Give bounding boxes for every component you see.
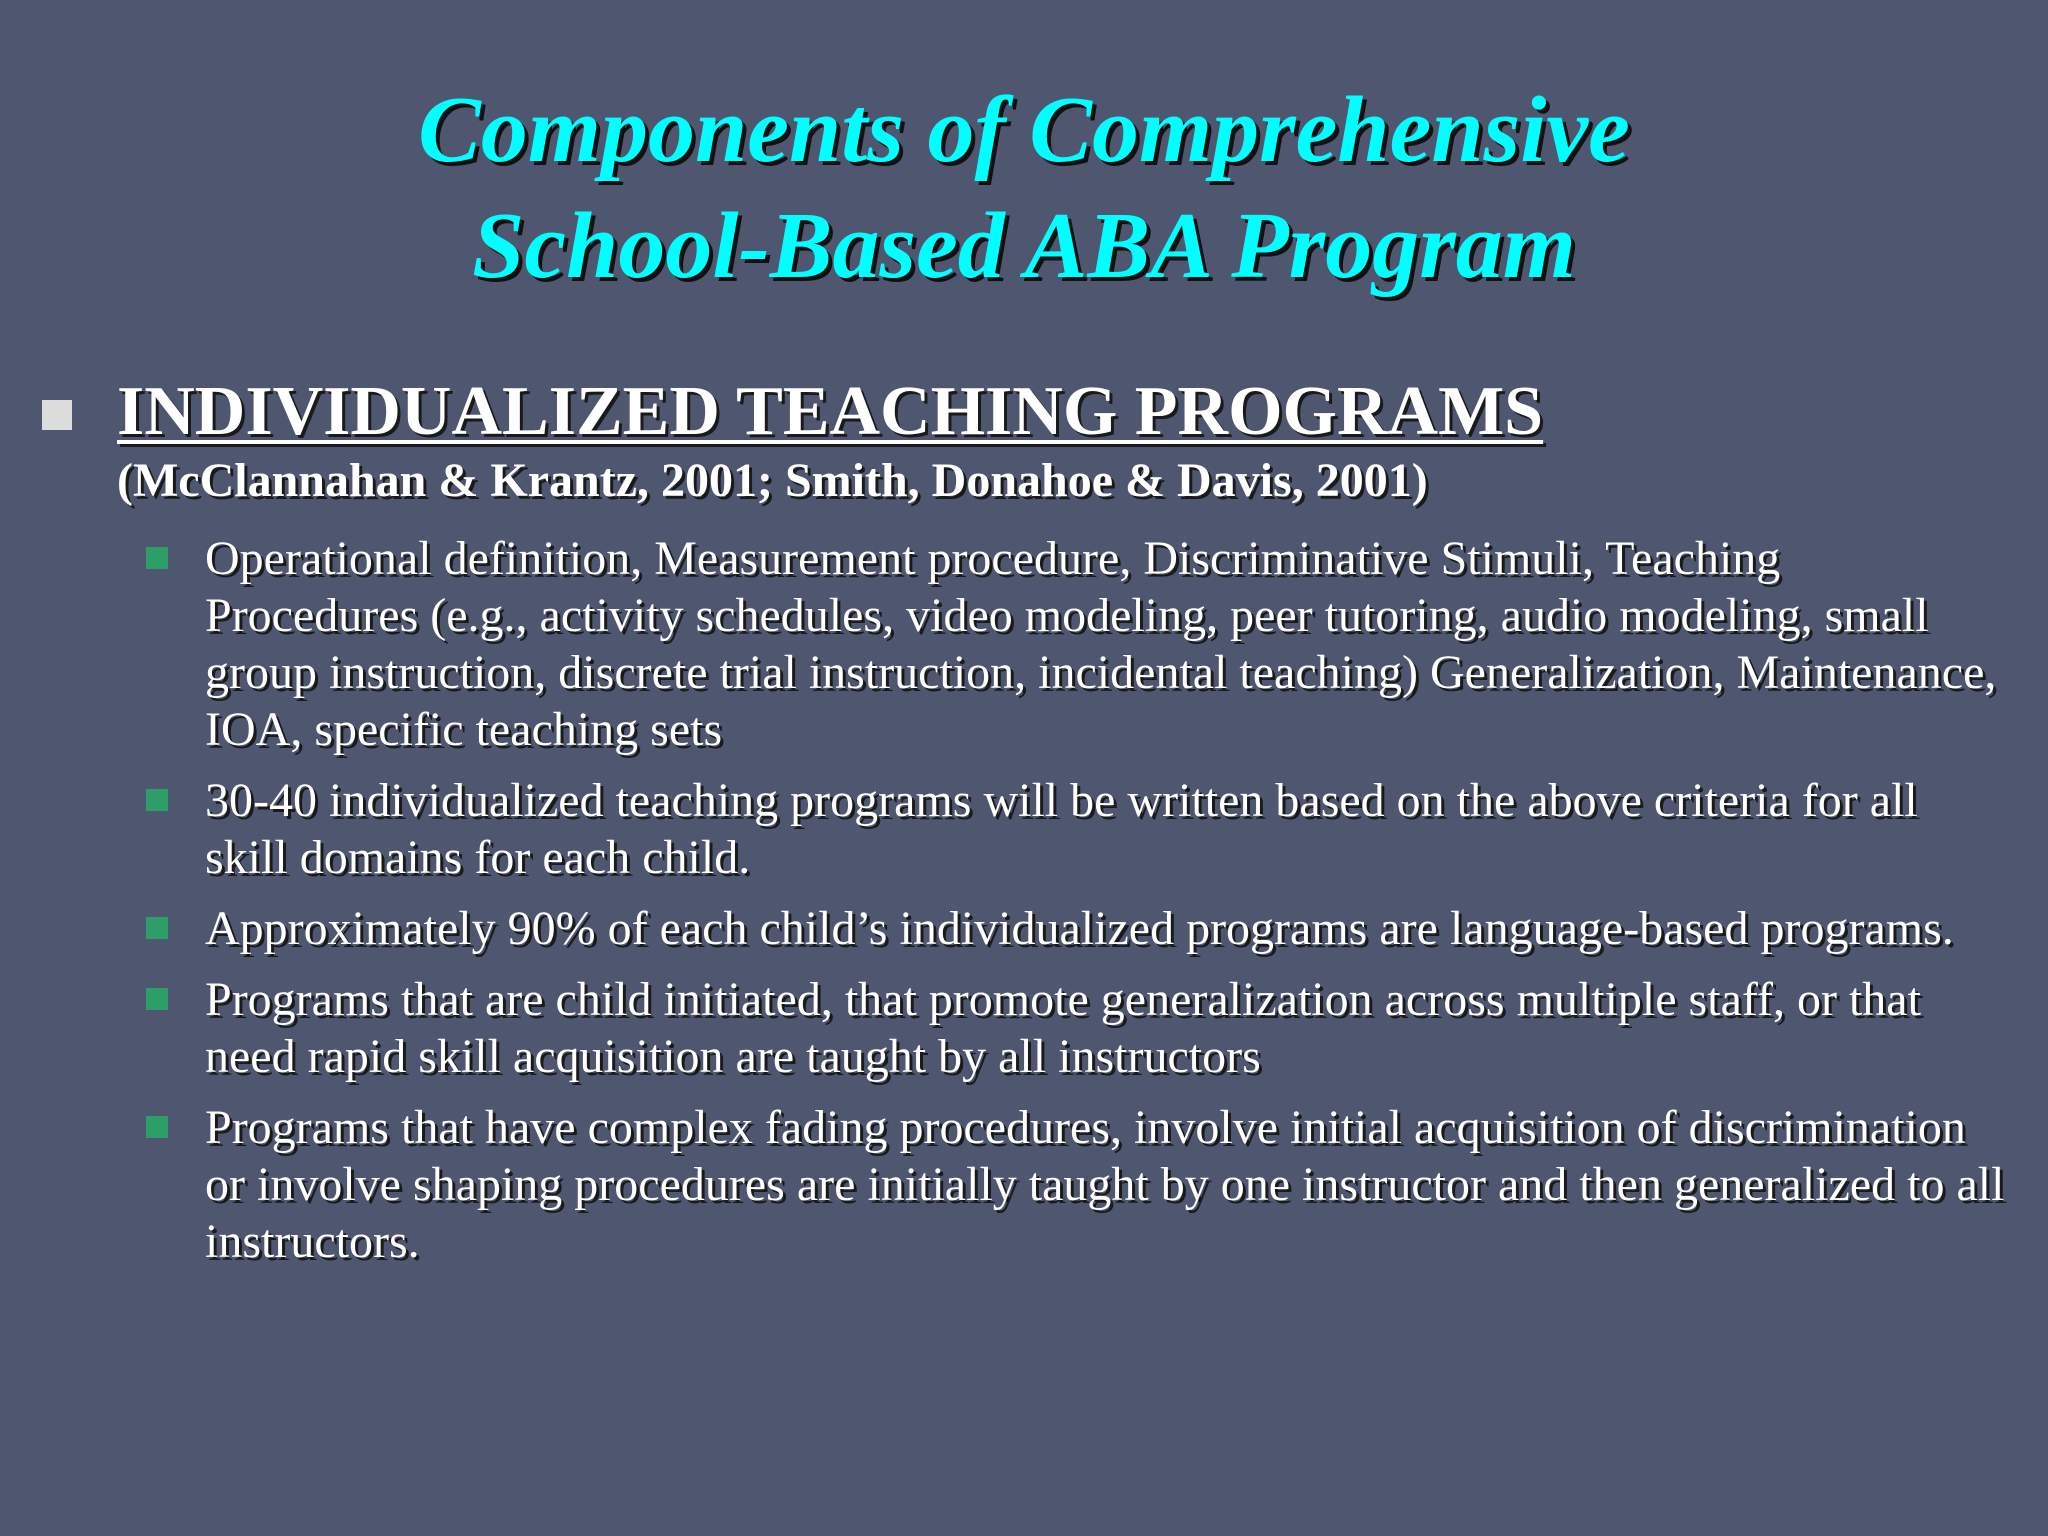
sub-bullet-text: Programs that have complex fading procedures, involve initial acquisition of discrimination or involve shaping procedures are initially taught by one instructor and then generalized to all instructors. (205, 1101, 2005, 1268)
sub-bullet-text: 30-40 individualized teaching programs will be written based on the above criteria for all skill domains for each child. (205, 774, 1918, 884)
sub-bullet-item (205, 1099, 2005, 1270)
sub-bullet-item (205, 772, 2005, 886)
square-bullet-icon (146, 988, 168, 1010)
square-bullet-icon (146, 789, 168, 811)
square-bullet-icon (146, 917, 168, 939)
title-line-2: School-Based ABA Program (472, 194, 1576, 298)
citation: (McClannahan & Krantz, 2001; Smith, Donahoe & Davis, 2001) (117, 454, 1428, 507)
sub-bullet-item (205, 900, 2005, 957)
main-bullet-item (40, 370, 2000, 510)
sub-bullet-item (205, 530, 2005, 758)
square-bullet-icon (146, 547, 168, 569)
slide-title (0, 72, 2048, 304)
main-heading: INDIVIDUALIZED TEACHING PROGRAMS (117, 373, 1544, 450)
sub-bullet-text: Operational definition, Measurement procedure, Discriminative Stimuli, Teaching Procedures (e.g., activity schedules, video modeling, peer tutoring, audio modeling, small group instruction, discrete trial instruction, incidental teaching) Generalization, Maintenance, IOA, specific teaching sets (205, 532, 1997, 756)
sub-bullet-text: Approximately 90% of each child’s individualized programs are language-based programs. (205, 902, 1954, 955)
title-line-1: Components of Comprehensive (418, 78, 1630, 182)
sub-bullet-text: Programs that are child initiated, that promote generalization across multiple staff, or that need rapid skill acquisition are taught by all instructors (205, 973, 1921, 1083)
sub-bullet-list (0, 530, 2048, 1284)
square-bullet-icon (42, 400, 72, 430)
square-bullet-icon (146, 1116, 168, 1138)
sub-bullet-item (205, 971, 2005, 1085)
